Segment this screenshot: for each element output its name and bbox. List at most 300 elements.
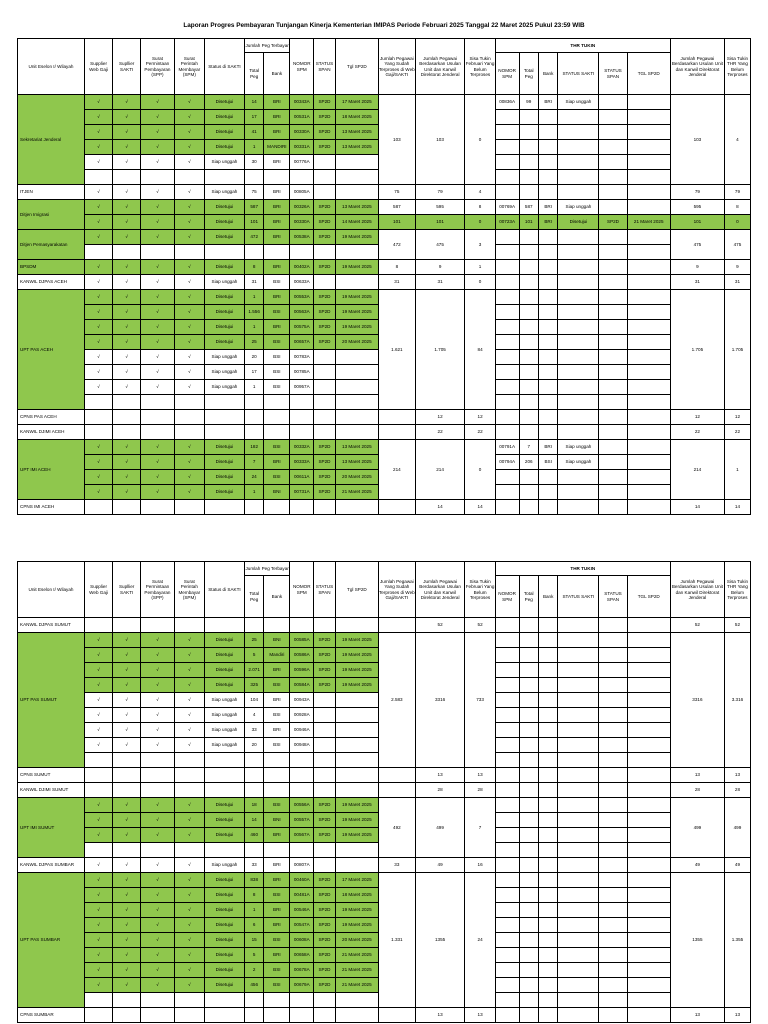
cell-thr-nomor-spm (495, 155, 519, 170)
cell-nomor-spm: 00333A (290, 455, 314, 470)
cell-tgl-sp2d (335, 425, 378, 440)
cell-supplier-sakti (113, 843, 141, 858)
cell-status-sakti: Disetujui (204, 813, 244, 828)
cell-tgl-sp2d: 21 Maret 2025 (335, 948, 378, 963)
cell-nomor-spm (290, 753, 314, 768)
cell-spm: √ (174, 470, 204, 485)
cell-thr-status-span (599, 813, 627, 828)
cell-bank: BSI (264, 933, 290, 948)
cell-thr-total-peg: 587 (519, 200, 538, 215)
cell-thr-bank (538, 738, 557, 753)
cell-thr-status-sakti (558, 813, 599, 828)
cell-unit: CPNS SUMBAR (18, 1008, 85, 1023)
header-supplier-sakti: Supllier SAKTI (113, 39, 141, 95)
cell-status-span: SP2D (314, 633, 336, 648)
cell-sisa-tukin-februari: 733 (465, 633, 495, 768)
cell-status-sakti (204, 753, 244, 768)
cell-thr-total-peg (519, 948, 538, 963)
cell-total-peg: 25 (244, 633, 263, 648)
cell-thr-status-sakti (558, 708, 599, 723)
cell-spp (141, 768, 175, 783)
cell-spp: √ (141, 693, 175, 708)
cell-thr-tgl-sp2d (627, 500, 670, 515)
header-thr-status-sakti: STATUS SAKTI (558, 53, 599, 95)
header-thr-tgl-sp2d: TGL SP2D (627, 576, 670, 618)
cell-thr-tgl-sp2d (627, 633, 670, 648)
cell-nomor-spm: 00731A (290, 485, 314, 500)
table-row (18, 290, 751, 305)
cell-spm: √ (174, 978, 204, 993)
cell-thr-status-span (599, 978, 627, 993)
cell-supplier-sakti: √ (113, 200, 141, 215)
cell-total-peg: 24 (244, 470, 263, 485)
cell-spp (141, 425, 175, 440)
cell-thr-tgl-sp2d (627, 170, 670, 185)
cell-thr-tgl-sp2d (627, 723, 670, 738)
cell-thr-nomor-spm (495, 110, 519, 125)
cell-tgl-sp2d (335, 708, 378, 723)
cell-nomor-spm: 00943A (290, 693, 314, 708)
cell-status-sakti: Disetujui (204, 648, 244, 663)
cell-thr-nomor-spm (495, 768, 519, 783)
cell-bank: BRI (264, 95, 290, 110)
cell-jumlah-pegawai-usulan: 103 (415, 95, 465, 185)
cell-spm: √ (174, 708, 204, 723)
cell-thr-total-peg: 7 (519, 440, 538, 455)
cell-supplier-web-gaji: √ (85, 260, 113, 275)
cell-total-peg: 17 (244, 110, 263, 125)
cell-spp: √ (141, 125, 175, 140)
cell-bank (264, 783, 290, 798)
cell-status-span: SP2D (314, 215, 336, 230)
cell-thr-tgl-sp2d (627, 380, 670, 395)
cell-spp: √ (141, 335, 175, 350)
cell-total-peg: 2.071 (244, 663, 263, 678)
cell-tgl-sp2d (335, 993, 378, 1008)
cell-jumlah-pegawai-usulan: 12 (415, 410, 465, 425)
cell-spp: √ (141, 663, 175, 678)
cell-thr-bank (538, 963, 557, 978)
cell-thr-bank (538, 170, 557, 185)
cell-supplier-sakti: √ (113, 260, 141, 275)
cell-thr-nomor-spm (495, 813, 519, 828)
cell-thr-nomor-spm (495, 798, 519, 813)
cell-status-span (314, 275, 336, 290)
cell-thr-tgl-sp2d (627, 485, 670, 500)
header-jumlah-pegawai-terproses: Jumlah Pegawai Yang Sudah Terproses di Web Gaji/SAKTI (378, 562, 415, 618)
cell-thr-total-peg (519, 618, 538, 633)
cell-thr-total-peg (519, 230, 538, 245)
cell-status-span (314, 155, 336, 170)
cell-status-sakti: Disetujui (204, 470, 244, 485)
cell-spm: √ (174, 140, 204, 155)
cell-nomor-spm (290, 1008, 314, 1023)
cell-jumlah-pegawai-usulan: 1.705 (415, 290, 465, 410)
cell-supplier-sakti (113, 395, 141, 410)
cell-thr-status-sakti: Siap unggah (558, 95, 599, 110)
cell-status-sakti: Disetujui (204, 828, 244, 843)
cell-supplier-web-gaji: √ (85, 663, 113, 678)
header-status-span: STATUS SPAN (314, 562, 336, 618)
cell-thr-tgl-sp2d (627, 365, 670, 380)
cell-thr-nomor-spm (495, 738, 519, 753)
cell-thr-bank (538, 140, 557, 155)
cell-jumlah-pegawai-usulan: 475 (415, 230, 465, 260)
cell-bank: BNI (264, 633, 290, 648)
cell-total-peg: 1.556 (244, 305, 263, 320)
cell-nomor-spm: 00556A (290, 798, 314, 813)
cell-thr-tgl-sp2d (627, 843, 670, 858)
cell-supplier-web-gaji: √ (85, 305, 113, 320)
cell-status-sakti: Disetujui (204, 933, 244, 948)
cell-unit: BPSDM (18, 260, 85, 275)
cell-thr-tgl-sp2d (627, 753, 670, 768)
cell-status-sakti: Disetujui (204, 305, 244, 320)
cell-status-span: SP2D (314, 455, 336, 470)
cell-thr-status-span (599, 798, 627, 813)
cell-supplier-web-gaji: √ (85, 320, 113, 335)
header-thr-nomor-spm: NOMOR SPM (495, 53, 519, 95)
cell-supplier-sakti (113, 753, 141, 768)
cell-nomor-spm: 00546A (290, 903, 314, 918)
cell-thr-total-peg (519, 843, 538, 858)
cell-sisa-tukin-februari: 4 (465, 185, 495, 200)
cell-supplier-sakti: √ (113, 185, 141, 200)
cell-supplier-sakti: √ (113, 485, 141, 500)
cell-supplier-web-gaji: √ (85, 140, 113, 155)
cell-tgl-sp2d: 19 Maret 2025 (335, 663, 378, 678)
cell-supplier-web-gaji: √ (85, 858, 113, 873)
cell-thr-status-span (599, 425, 627, 440)
cell-total-peg: 14 (244, 813, 263, 828)
header-sisa-tukin-februari: Sisa Tukin Februari Yang Belum Terproses (465, 39, 495, 95)
cell-nomor-spm: 00633A (290, 275, 314, 290)
cell-thr-total-peg (519, 978, 538, 993)
cell-thr-tgl-sp2d (627, 678, 670, 693)
cell-spp: √ (141, 723, 175, 738)
cell-supplier-web-gaji (85, 843, 113, 858)
cell-thr-bank (538, 320, 557, 335)
cell-thr-status-span (599, 948, 627, 963)
cell-total-peg: 30 (244, 155, 263, 170)
cell-supplier-sakti (113, 170, 141, 185)
cell-thr-total-peg (519, 663, 538, 678)
cell-thr-status-sakti (558, 425, 599, 440)
cell-supplier-web-gaji: √ (85, 215, 113, 230)
cell-thr-jumlah-usulan: 79 (670, 185, 724, 200)
cell-bank: BRI (264, 125, 290, 140)
header-thr-sisa: Sisa Tukin THR Yang Belum Terproses (724, 39, 750, 95)
cell-total-peg: 8 (244, 260, 263, 275)
cell-jumlah-pegawai-terproses: 2.583 (378, 633, 415, 768)
cell-thr-status-sakti (558, 350, 599, 365)
cell-supplier-web-gaji: √ (85, 200, 113, 215)
cell-status-sakti: Disetujui (204, 125, 244, 140)
cell-spp: √ (141, 888, 175, 903)
cell-status-sakti: Disetujui (204, 455, 244, 470)
cell-spm: √ (174, 858, 204, 873)
cell-thr-sisa: 499 (724, 798, 750, 858)
cell-status-span: SP2D (314, 948, 336, 963)
cell-bank: BRI (264, 185, 290, 200)
cell-jumlah-pegawai-usulan: 3316 (415, 633, 465, 768)
cell-spp (141, 395, 175, 410)
cell-status-span (314, 768, 336, 783)
cell-thr-nomor-spm (495, 170, 519, 185)
cell-thr-bank: BRI (538, 95, 557, 110)
cell-nomor-spm: 00547A (290, 918, 314, 933)
cell-status-sakti: Disetujui (204, 963, 244, 978)
cell-unit: Ditjen Pemasyarakatan (18, 230, 85, 260)
cell-thr-total-peg (519, 485, 538, 500)
cell-thr-tgl-sp2d (627, 648, 670, 663)
cell-thr-tgl-sp2d (627, 425, 670, 440)
cell-status-span: SP2D (314, 110, 336, 125)
cell-tgl-sp2d (335, 843, 378, 858)
cell-unit: CPNS SUMUT (18, 768, 85, 783)
cell-tgl-sp2d: 19 Maret 2025 (335, 633, 378, 648)
cell-thr-status-sakti (558, 723, 599, 738)
cell-nomor-spm (290, 395, 314, 410)
cell-spm (174, 783, 204, 798)
cell-thr-total-peg (519, 783, 538, 798)
cell-nomor-spm (290, 410, 314, 425)
cell-thr-bank (538, 783, 557, 798)
header-thr-status-span: STATUS SPAN (599, 53, 627, 95)
cell-tgl-sp2d (335, 185, 378, 200)
cell-thr-status-span (599, 633, 627, 648)
cell-supplier-sakti (113, 425, 141, 440)
cell-thr-tgl-sp2d (627, 738, 670, 753)
cell-nomor-spm: 00658A (290, 948, 314, 963)
cell-thr-sisa: 12 (724, 410, 750, 425)
cell-spm (174, 618, 204, 633)
cell-nomor-spm: 00531A (290, 110, 314, 125)
cell-status-span (314, 783, 336, 798)
cell-supplier-web-gaji: √ (85, 440, 113, 455)
cell-thr-status-sakti (558, 230, 599, 245)
cell-thr-total-peg (519, 633, 538, 648)
cell-bank (264, 843, 290, 858)
cell-thr-tgl-sp2d (627, 663, 670, 678)
cell-thr-jumlah-usulan: 49 (670, 858, 724, 873)
cell-status-sakti: Siap unggah (204, 693, 244, 708)
cell-thr-nomor-spm (495, 948, 519, 963)
cell-thr-status-sakti: Disetujui (558, 215, 599, 230)
cell-spp: √ (141, 933, 175, 948)
cell-thr-nomor-spm (495, 888, 519, 903)
cell-thr-status-span (599, 245, 627, 260)
cell-bank: BSI (264, 963, 290, 978)
cell-nomor-spm: 00957A (290, 380, 314, 395)
cell-unit: CPNS PAS ACEH (18, 410, 85, 425)
cell-thr-tgl-sp2d (627, 290, 670, 305)
cell-total-peg: 1 (244, 903, 263, 918)
cell-thr-status-sakti (558, 978, 599, 993)
cell-unit: CPNS IMI ACEH (18, 500, 85, 515)
cell-thr-sisa: 49 (724, 858, 750, 873)
cell-thr-jumlah-usulan: 28 (670, 783, 724, 798)
cell-spp (141, 410, 175, 425)
cell-bank (264, 410, 290, 425)
cell-thr-nomor-spm (495, 993, 519, 1008)
cell-supplier-sakti: √ (113, 95, 141, 110)
cell-thr-total-peg (519, 320, 538, 335)
cell-thr-status-span (599, 260, 627, 275)
cell-jumlah-pegawai-usulan: 28 (415, 783, 465, 798)
cell-thr-status-sakti (558, 155, 599, 170)
cell-spp: √ (141, 470, 175, 485)
cell-sisa-tukin-februari: 0 (465, 95, 495, 185)
cell-thr-jumlah-usulan: 1355 (670, 873, 724, 1008)
cell-thr-status-sakti (558, 693, 599, 708)
cell-spm: √ (174, 888, 204, 903)
cell-thr-status-sakti (558, 798, 599, 813)
cell-supplier-sakti: √ (113, 335, 141, 350)
cell-status-sakti (204, 410, 244, 425)
cell-status-span (314, 618, 336, 633)
cell-tgl-sp2d (335, 155, 378, 170)
cell-sisa-tukin-februari: 13 (465, 1008, 495, 1023)
cell-bank: BSI (264, 365, 290, 380)
cell-thr-status-span (599, 275, 627, 290)
cell-spm: √ (174, 380, 204, 395)
cell-thr-bank (538, 678, 557, 693)
cell-status-sakti: Disetujui (204, 230, 244, 245)
cell-spp: √ (141, 858, 175, 873)
cell-thr-bank (538, 500, 557, 515)
cell-supplier-web-gaji (85, 245, 113, 260)
cell-nomor-spm: 00331A (290, 140, 314, 155)
cell-thr-bank (538, 350, 557, 365)
cell-supplier-sakti: √ (113, 903, 141, 918)
cell-spm: √ (174, 648, 204, 663)
cell-spm: √ (174, 948, 204, 963)
cell-jumlah-pegawai-terproses: 492 (378, 798, 415, 858)
cell-thr-status-sakti (558, 828, 599, 843)
cell-unit: UPT PAS SUMUT (18, 633, 85, 768)
cell-thr-nomor-spm (495, 380, 519, 395)
cell-thr-tgl-sp2d (627, 410, 670, 425)
cell-nomor-spm: 00563A (290, 305, 314, 320)
cell-thr-jumlah-usulan: 12 (670, 410, 724, 425)
cell-supplier-sakti (113, 768, 141, 783)
cell-total-peg: 101 (244, 215, 263, 230)
cell-thr-bank (538, 993, 557, 1008)
cell-tgl-sp2d: 19 Maret 2025 (335, 798, 378, 813)
cell-thr-total-peg (519, 648, 538, 663)
cell-thr-status-span (599, 200, 627, 215)
cell-sisa-tukin-februari: 52 (465, 618, 495, 633)
cell-spp: √ (141, 380, 175, 395)
cell-spm: √ (174, 455, 204, 470)
cell-thr-total-peg (519, 140, 538, 155)
cell-thr-status-span (599, 663, 627, 678)
cell-supplier-sakti: √ (113, 470, 141, 485)
cell-thr-bank (538, 275, 557, 290)
cell-thr-total-peg (519, 963, 538, 978)
cell-status-span (314, 425, 336, 440)
cell-tgl-sp2d: 21 Maret 2025 (335, 963, 378, 978)
cell-thr-status-span (599, 410, 627, 425)
cell-thr-nomor-spm: 00769A (495, 200, 519, 215)
cell-thr-tgl-sp2d (627, 200, 670, 215)
cell-thr-status-sakti (558, 500, 599, 515)
cell-thr-status-span (599, 500, 627, 515)
header-total-peg: Total Peg (244, 53, 263, 95)
cell-thr-tgl-sp2d (627, 873, 670, 888)
cell-status-span: SP2D (314, 320, 336, 335)
cell-thr-bank (538, 753, 557, 768)
cell-status-span: SP2D (314, 888, 336, 903)
cell-unit: UPT PAS ACEH (18, 290, 85, 410)
cell-thr-tgl-sp2d (627, 230, 670, 245)
cell-status-sakti: Disetujui (204, 140, 244, 155)
cell-supplier-web-gaji (85, 768, 113, 783)
cell-bank: BRI (264, 918, 290, 933)
cell-thr-status-sakti (558, 963, 599, 978)
cell-spp: √ (141, 260, 175, 275)
cell-supplier-sakti: √ (113, 320, 141, 335)
cell-thr-tgl-sp2d (627, 813, 670, 828)
cell-tgl-sp2d: 19 Maret 2025 (335, 903, 378, 918)
cell-supplier-web-gaji: √ (85, 155, 113, 170)
cell-thr-tgl-sp2d (627, 768, 670, 783)
cell-status-sakti: Disetujui (204, 320, 244, 335)
cell-thr-bank (538, 723, 557, 738)
cell-status-sakti: Disetujui (204, 918, 244, 933)
cell-total-peg (244, 425, 263, 440)
cell-spp: √ (141, 648, 175, 663)
cell-thr-bank (538, 633, 557, 648)
cell-thr-nomor-spm (495, 320, 519, 335)
cell-thr-sisa: 28 (724, 783, 750, 798)
cell-thr-nomor-spm (495, 633, 519, 648)
cell-spp: √ (141, 828, 175, 843)
cell-thr-sisa: 9 (724, 260, 750, 275)
cell-status-sakti: Disetujui (204, 95, 244, 110)
cell-thr-status-sakti: Siap unggah (558, 455, 599, 470)
cell-total-peg: 472 (244, 230, 263, 245)
header-unit: Unit Eselon I/ Wilayah (18, 39, 85, 95)
cell-spm: √ (174, 485, 204, 500)
cell-spm (174, 1008, 204, 1023)
cell-supplier-web-gaji: √ (85, 633, 113, 648)
cell-status-span (314, 693, 336, 708)
cell-status-span: SP2D (314, 440, 336, 455)
cell-thr-nomor-spm (495, 648, 519, 663)
cell-status-span: SP2D (314, 903, 336, 918)
cell-thr-status-sakti (558, 918, 599, 933)
cell-tgl-sp2d: 19 Maret 2025 (335, 678, 378, 693)
cell-thr-nomor-spm (495, 933, 519, 948)
cell-nomor-spm: 00807A (290, 858, 314, 873)
cell-thr-sisa: 13 (724, 768, 750, 783)
cell-thr-status-span (599, 140, 627, 155)
cell-thr-tgl-sp2d (627, 618, 670, 633)
cell-thr-bank (538, 110, 557, 125)
cell-total-peg: 15 (244, 933, 263, 948)
cell-supplier-sakti: √ (113, 708, 141, 723)
cell-supplier-sakti (113, 993, 141, 1008)
header-nomor-spm: NOMOR SPM (290, 562, 314, 618)
cell-nomor-spm: 00330A (290, 125, 314, 140)
cell-sisa-tukin-februari: 28 (465, 783, 495, 798)
cell-supplier-sakti (113, 618, 141, 633)
cell-thr-total-peg (519, 425, 538, 440)
cell-status-span (314, 365, 336, 380)
header-thr-bank: Bank (538, 576, 557, 618)
